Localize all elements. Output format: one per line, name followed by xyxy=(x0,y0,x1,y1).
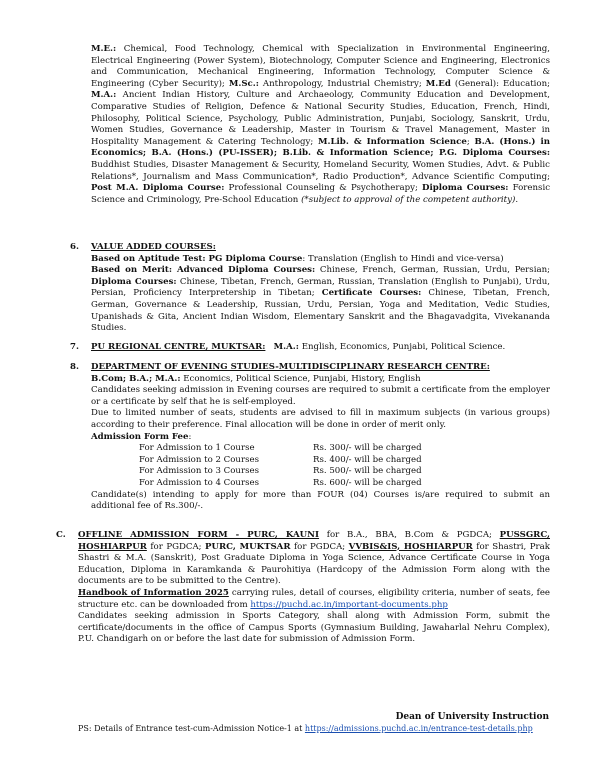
ba-text: Buddhist Studies, Disaster Management & Security, Homeland Security, Women Studies, Advt. & Public Relations*, Journalism and Mass Communication*, Radio Production*, Advance Scientific Computing; xyxy=(91,159,550,182)
diploma-text: Forensic Science and Criminology, Pre-School Education xyxy=(91,183,551,205)
med-text: (General): Education; xyxy=(450,78,551,89)
fee-heading-colon: : xyxy=(188,431,192,442)
fee-row xyxy=(139,466,550,478)
ps-text: PS: Details of Entrance test-cum-Admission Notice-1 at xyxy=(78,724,305,733)
fee-amount: Rs. 600/- will be charged xyxy=(313,477,422,488)
ba-label: B.A. (Hons.) in Economics; B.A. (Hons.) (PU-ISSER); B.Lib. & Information Science; P.G. Diploma Courses: xyxy=(91,136,550,159)
msc-text: Anthropology, Industrial Chemistry; xyxy=(258,78,426,89)
fee-row xyxy=(139,443,550,455)
section-7 xyxy=(91,342,550,354)
merit-label: Based on Merit: Advanced Diploma Courses: xyxy=(91,265,316,276)
muktsar-text: for PGDCA; xyxy=(290,541,349,552)
entrance-test-link[interactable]: https://admissions.puchd.ac.in/entrance-test-details.php xyxy=(304,724,533,733)
hoshiarpur-text: for PGDCA; xyxy=(146,541,206,552)
vvbis-centre: VVBIS&IS, HOSHIARPUR xyxy=(348,541,473,552)
handbook-label: Handbook of Information 2025 xyxy=(78,587,229,598)
section-c-number: C. xyxy=(56,530,66,540)
me-label: M.E.: xyxy=(91,44,117,54)
fee-heading: Admission Form Fee xyxy=(91,431,189,442)
ma-label: M.A.: xyxy=(91,90,117,101)
mlib-sep: ; xyxy=(466,136,475,147)
fee-label: For Admission to 4 Courses xyxy=(139,477,259,488)
med-label: M.Ed xyxy=(425,78,451,89)
section-c xyxy=(78,530,550,646)
handbook-paragraph xyxy=(78,588,550,611)
section-7-heading: PU REGIONAL CENTRE, MUKTSAR: xyxy=(91,342,266,352)
evening-courses-label: B.Com; B.A.; M.A.: xyxy=(91,373,181,384)
section-8 xyxy=(91,362,550,513)
me-text: Chemical, Food Technology, Chemical with Specialization in Environmental Engineering, Electrical Engineering (Power System), Biotechnology, Computer Science and Engineering, Electronics and Communication, Mechanical Engineering, Information Technology, Computer Science & Engineering (Cyber Security); xyxy=(91,44,550,89)
merit-text: Chinese, French, German, Russian, Urdu, Persian; xyxy=(315,265,550,276)
vvbis-text: for Shastri, Prak Shastri & M.A. (Sanskrit), Post Graduate Diploma in Yoga Science, Advance Certificate Course in Yoga Education, Diploma in Karamkanda & Paurohitiya (Hardcopy of the Admission Form along with the documents are to be submitted to the Centre). xyxy=(78,541,550,587)
merit-paragraph xyxy=(91,265,550,335)
section-8-number: 8. xyxy=(70,362,79,372)
offline-form-paragraph xyxy=(78,530,550,588)
muktsar-centre: PURC, MUKTSAR xyxy=(205,541,291,552)
offline-form-heading: OFFLINE ADMISSION FORM - PURC, KAUNI xyxy=(78,530,320,540)
section-6 xyxy=(91,242,550,335)
mlib-label: M.Lib. & Information Science xyxy=(318,136,467,147)
evening-para-certificate: Candidates seeking admission in Evening courses are required to submit a certificate from the employer or a certificate by self that he is self-employed. xyxy=(91,385,550,407)
signature: Dean of University Instruction xyxy=(395,712,549,722)
section-7-number: 7. xyxy=(70,342,79,352)
ps-note xyxy=(78,724,533,733)
sports-paragraph: Candidates seeking admission in Sports Category, shall along with Admission Form, submit the certificate/documents in the office of Campus Sports (Gymnasium Building, Jawaharlal Nehru Complex), P.U. Chandigarh on or before the last date for submission of Admission Form. xyxy=(78,611,550,645)
fee-amount: Rs. 400/- will be charged xyxy=(313,454,422,465)
approval-note: (*subject to approval of the competent authority). xyxy=(301,194,519,205)
diploma-label: Diploma Courses: xyxy=(422,183,509,194)
muktsar-ma-label: M.A.: xyxy=(273,342,299,352)
certificate-text: Chinese, Tibetan, French, German, Governance & Leadership, Russian, Urdu, Persian, Yoga and Meditation, Vedic Studies, Upanishads & Gita, Ancient Indian Wisdom, Elementary Sanskrit and the Bhagavadgita, Vivekananda Studies. xyxy=(91,288,550,334)
fee-row xyxy=(139,478,550,490)
fee-heading-line xyxy=(91,432,550,444)
evening-courses-text: Economics, Political Science, Punjabi, History, English xyxy=(180,373,421,384)
handbook-link[interactable]: https://puchd.ac.in/important-documents.php xyxy=(250,599,448,610)
msc-label: M.Sc.: xyxy=(228,78,259,89)
evening-para-seats: Due to limited number of seats, students are advised to fill in maximum subjects (in various groups) according to their preference. Final allocation will be done in order of merit only. xyxy=(91,408,550,430)
va-diploma-label: Diploma Courses: xyxy=(91,276,177,287)
fee-table xyxy=(139,443,550,489)
section-6-heading: VALUE ADDED COURSES: xyxy=(91,242,216,252)
muktsar-ma-text: English, Economics, Punjabi, Political Science. xyxy=(298,342,506,352)
hoshiarpur-centre: PUSSGRC, HOSHIARPUR xyxy=(78,530,550,552)
intro-paragraph xyxy=(91,44,550,206)
aptitude-text: : Translation (English to Hindi and vice-versa) xyxy=(302,253,504,264)
intro-programmes xyxy=(91,44,550,206)
additional-fee-para: Candidate(s) intending to apply for more than FOUR (04) Courses is/are required to submit an additional fee of Rs.300/-. xyxy=(91,489,550,512)
postma-label: Post M.A. Diploma Course: xyxy=(91,183,225,194)
certificate-label: Certificate Courses: xyxy=(321,288,422,299)
ma-text: Ancient Indian History, Culture and Archaeology, Community Education and Development, Comparative Studies of Religion, Defence & National Security Studies, Education, French, Hindi, Philosophy, Political Science, Psychology, Public Administration, Punjabi, Sociology, Sanskrit, Urdu, Women Studies, Governance & Leadership, Master in Tourism & Travel Management, Master in Hospitality Management & Catering Technology; xyxy=(91,90,550,147)
fee-row xyxy=(139,455,550,467)
section-6-number: 6. xyxy=(70,242,79,252)
handbook-text: carrying rules, detail of courses, eligibility criteria, number of seats, fee structure etc. can be downloaded from xyxy=(78,587,550,610)
aptitude-line xyxy=(91,254,550,266)
evening-courses-line xyxy=(91,374,550,386)
fee-amount: Rs. 500/- will be charged xyxy=(313,466,422,477)
postma-text: Professional Counseling & Psychotherapy; xyxy=(224,183,423,194)
section-8-heading: DEPARTMENT OF EVENING STUDIES-MULTIDISCIPLINARY RESEARCH CENTRE: xyxy=(91,362,490,372)
fee-label: For Admission to 2 Courses xyxy=(139,454,259,465)
aptitude-label: Based on Aptitude Test: PG Diploma Course xyxy=(91,253,303,264)
va-diploma-text: Chinese, Tibetan, French, German, Russian, Translation (English to Punjabi), Urdu, Persian, Proficiency Interpretership in Tibetan; xyxy=(91,276,550,299)
section-7-line xyxy=(91,342,550,354)
fee-amount: Rs. 300/- will be charged xyxy=(313,443,422,454)
kauni-text: for B.A., BBA, B.Com & PGDCA; xyxy=(319,530,500,540)
fee-label: For Admission to 3 Courses xyxy=(139,466,259,477)
fee-label: For Admission to 1 Course xyxy=(139,443,255,454)
